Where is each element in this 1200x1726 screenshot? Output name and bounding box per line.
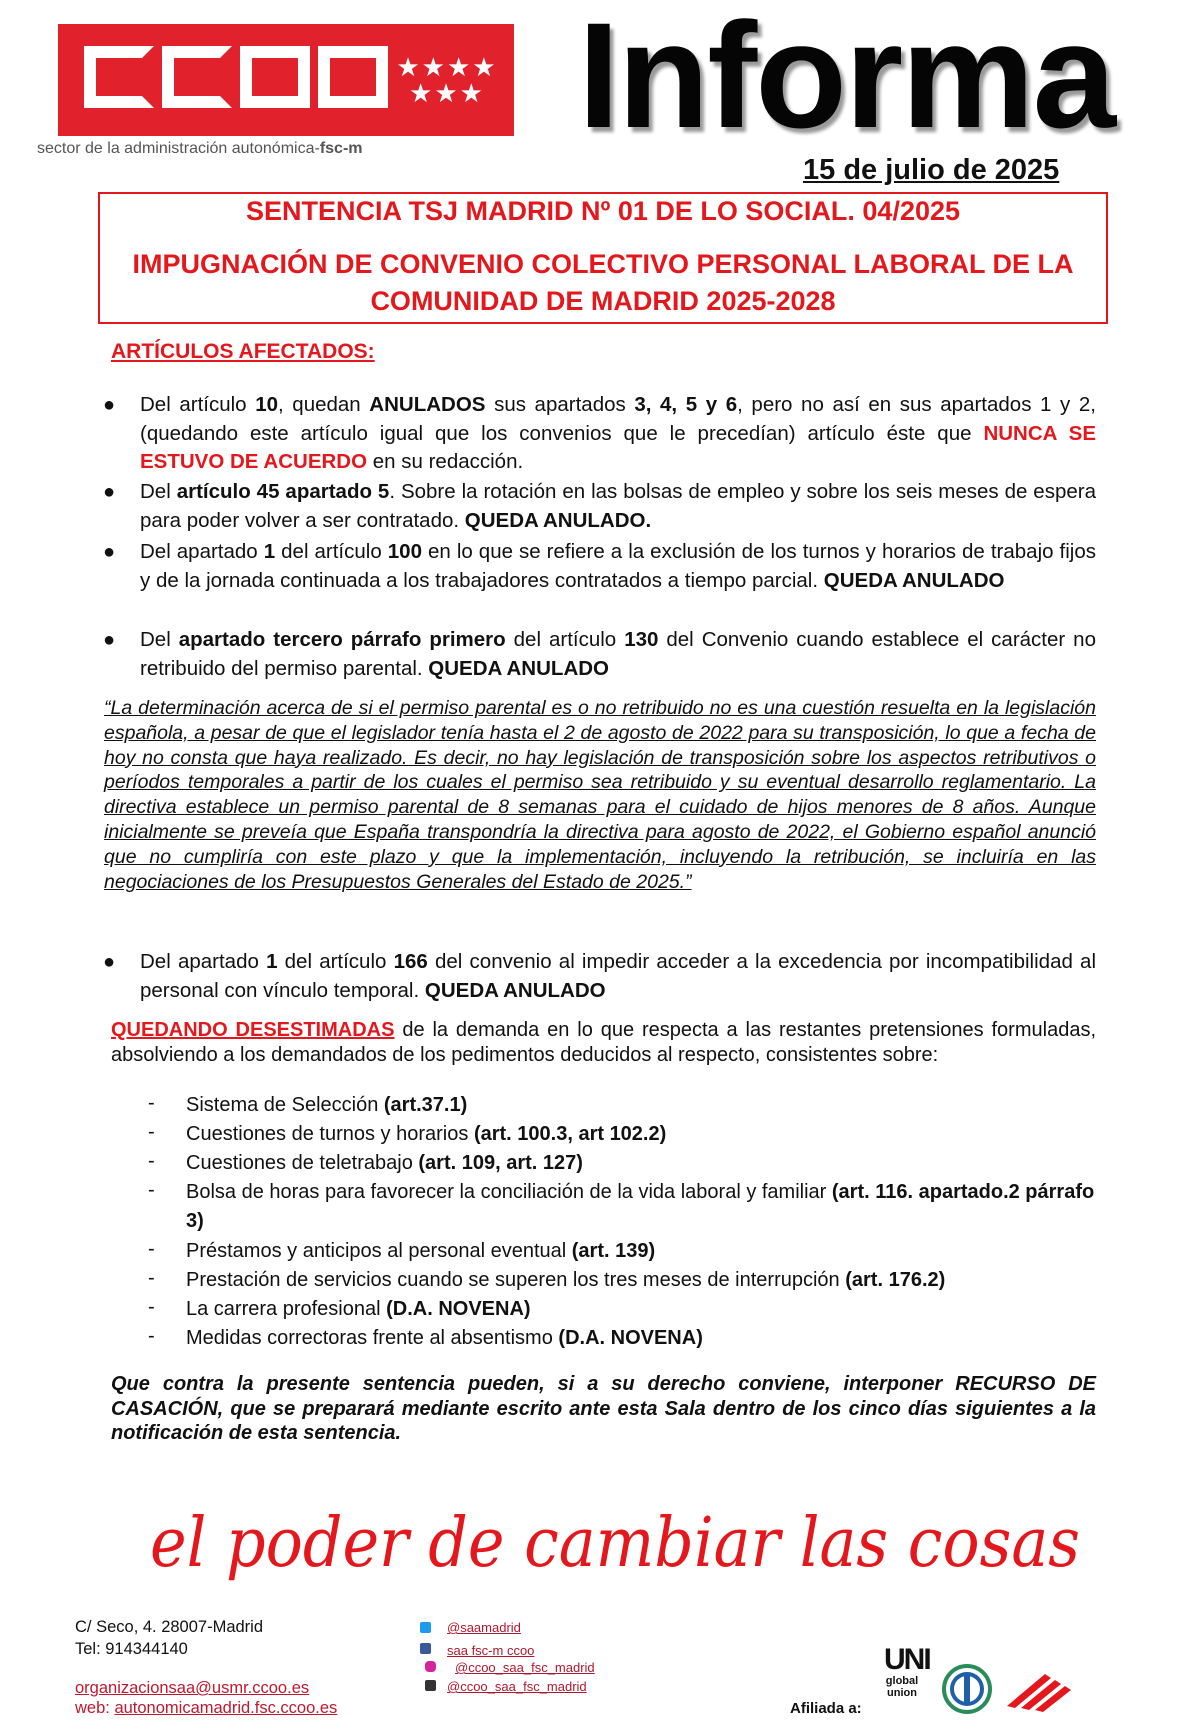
- logo-stars: ★★★★ ★★★: [396, 52, 498, 108]
- social-threads-link[interactable]: @ccoo_saa_fsc_madrid: [447, 1679, 587, 1694]
- address: C/ Seco, 4. 28007-Madrid: [75, 1618, 264, 1636]
- bullet-icon: ●: [103, 481, 116, 503]
- social-instagram-link[interactable]: @ccoo_saa_fsc_madrid: [455, 1660, 595, 1675]
- desestimadas-paragraph: QUEDANDO DESESTIMADAS de la demanda en lo que respecta a las restantes pretensiones formuladas, absolviendo a los demandados de los pedimentos deducidos al respecto, consistentes sobre:: [111, 1019, 1096, 1066]
- dash: -: [148, 1296, 155, 1318]
- title-line-2: IMPUGNACIÓN DE CONVENIO COLECTIVO PERSONAL LABORAL DE LA COMUNIDAD DE MADRID 2025-2028: [132, 249, 1074, 316]
- dash: -: [148, 1121, 155, 1143]
- list-item: Del apartado tercero párrafo primero del artículo 130 del Convenio cuando establece el carácter no retribuido del permiso parental. QUEDA ANULADO: [140, 628, 1096, 680]
- list-item: Del apartado 1 del artículo 100 en lo que se refiere a la exclusión de los turnos y horarios de trabajo fijos y de la jornada continuada a los trabajadores contratados a tiempo parcial. QUEDA ANULADO: [140, 540, 1096, 592]
- epsu-logo: [1005, 1668, 1075, 1712]
- list-item: Del artículo 45 apartado 5. Sobre la rotación en las bolsas de empleo y sobre los seis meses de espera para poder volver a ser contratado. QUEDA ANULADO.: [140, 480, 1096, 532]
- slogan: [140, 1500, 1090, 1595]
- bullet-icon: ●: [103, 541, 116, 563]
- list-item: Sistema de Selección (art.37.1): [186, 1094, 468, 1116]
- dash: -: [148, 1325, 155, 1347]
- email-link[interactable]: organizacionsaa@usmr.ccoo.es: [75, 1679, 310, 1697]
- twitter-icon: [420, 1622, 431, 1633]
- instagram-icon: [425, 1661, 436, 1672]
- threads-icon: [425, 1680, 436, 1691]
- slogan-text: el poder de cambiar las cosas: [150, 1504, 1080, 1583]
- afiliada-label: Afiliada a:: [790, 1700, 862, 1717]
- list-item: Medidas correctoras frente al absentismo (D.A. NOVENA): [186, 1327, 703, 1349]
- ccoo-logo-letters: [84, 46, 388, 114]
- itf-logo: [940, 1662, 994, 1716]
- bullet-icon: ●: [103, 629, 116, 651]
- title-line-1: SENTENCIA TSJ MADRID Nº 01 DE LO SOCIAL. 04/2025: [245, 196, 961, 226]
- recurso-paragraph: Que contra la presente sentencia pueden, si a su derecho conviene, interponer RECURSO DE CASACIÓN, que se preparará mediante escrito ante esta Sala dentro de los cinco días siguientes a la notificación de esta sentencia.: [111, 1373, 1096, 1445]
- list-item: Del artículo 10, quedan ANULADOS sus apartados 3, 4, 5 y 6, pero no así en sus apartados 1 y 2, (quedando este artículo igual que los convenios que le precedían) artículo éste que NUNCA SE ESTUVO DE ACUERDO en su redacción.: [140, 393, 1096, 473]
- social-facebook-link[interactable]: saa fsc-m ccoo: [447, 1643, 535, 1658]
- list-item: La carrera profesional (D.A. NOVENA): [186, 1298, 531, 1320]
- date: 15 de julio de 2025: [803, 154, 1060, 186]
- quote: “La determinación acerca de si el permiso parental es o no retribuido no es una cuestión resuelta en la legislación española, a pesar de que el legislador tenía hasta el 2 de agosto de 2022 para su transposición, lo que a fecha de hoy no consta que haya realizado. Es decir, no hay legislación de transposición sobre los aspectos retributivos o períodos temporales a partir de los cuales el permiso sea retribuido y su eventual desarrollo reglamentario. La directiva establece un permiso parental de 8 semanas para el cuidado de hijos menores de 8 años. Aunque inicialmente se preveía que España transpondría la directiva para agosto de 2022, el Gobierno español anunció que no cumpliría con este plazo y que la implementación, incluyendo la retribución, se incluiría en las negociaciones de los Presupuestos Generales del Estado de 2025.”: [104, 697, 1096, 893]
- dash: -: [148, 1238, 155, 1260]
- facebook-icon: [420, 1643, 431, 1654]
- list-item: Prestación de servicios cuando se superen los tres meses de interrupción (art. 176.2): [186, 1269, 946, 1291]
- list-item: Cuestiones de turnos y horarios (art. 100.3, art 102.2): [186, 1123, 667, 1145]
- list-item: Préstamos y anticipos al personal eventual (art. 139): [186, 1240, 656, 1262]
- web-link[interactable]: autonomicamadrid.fsc.ccoo.es: [114, 1699, 338, 1717]
- web-line: web: autonomicamadrid.fsc.ccoo.es: [75, 1699, 338, 1717]
- telephone: Tel: 914344140: [75, 1640, 188, 1658]
- bullet-icon: ●: [103, 394, 116, 416]
- uni-global-union-logo: UNI global union: [884, 1643, 930, 1699]
- bullet-icon: ●: [103, 951, 116, 973]
- sector-caption: sector de la administración autonómica-fsc-m: [37, 140, 363, 157]
- social-twitter-link[interactable]: @saamadrid: [447, 1620, 521, 1635]
- articulos-heading: ARTÍCULOS AFECTADOS:: [111, 340, 375, 363]
- dash: -: [148, 1150, 155, 1172]
- dash: -: [148, 1179, 155, 1201]
- list-item: Del apartado 1 del artículo 166 del convenio al impedir acceder a la excedencia por incompatibilidad al personal con vínculo temporal. QUEDA ANULADO: [140, 950, 1097, 1002]
- informa-title: Informa: [578, 0, 1115, 159]
- dash: -: [148, 1092, 155, 1114]
- list-item: Cuestiones de teletrabajo (art. 109, art. 127): [186, 1152, 583, 1174]
- list-item: Bolsa de horas para favorecer la conciliación de la vida laboral y familiar (art. 116. apartado.2 párrafo 3): [186, 1181, 1095, 1232]
- dash: -: [148, 1267, 155, 1289]
